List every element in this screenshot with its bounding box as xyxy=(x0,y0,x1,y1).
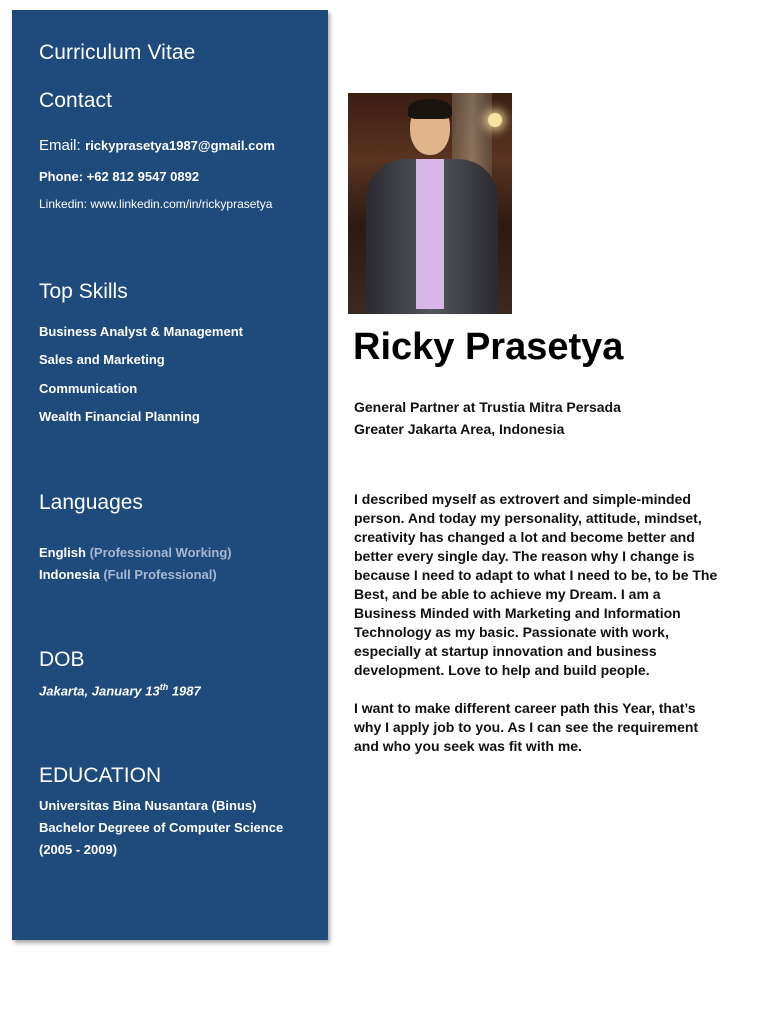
language-item xyxy=(39,545,232,560)
skill-item: Sales and Marketing xyxy=(39,352,165,367)
dob-prefix: Jakarta, January 13 xyxy=(39,683,160,699)
languages-heading: Languages xyxy=(39,491,143,514)
summary-paragraph: I described myself as extrovert and simple-minded person. And today my personality, attitude, mindset, creativity has changed a lot and become better and better every single day. The reason why I change is because I need to adapt to what I need to be, to be The Best, and be able to achieve my Dream. I am a Business Minded with Marketing and Information Technology as my basic. Passionate with work, especially at startup innovation and business development. Love to help and build people. xyxy=(354,491,718,678)
dob-suffix: th xyxy=(159,682,169,692)
education-line: Universitas Bina Nusantara (Binus) xyxy=(39,798,257,813)
candidate-name: Ricky Prasetya xyxy=(353,326,624,368)
sidebar xyxy=(12,10,328,940)
language-item xyxy=(39,567,217,582)
dob-heading: DOB xyxy=(39,648,85,671)
language-level: (Professional Working) xyxy=(89,545,232,560)
skill-item: Business Analyst & Management xyxy=(39,324,243,339)
skills-heading: Top Skills xyxy=(39,280,128,303)
dob-value xyxy=(39,682,201,698)
language-level: (Full Professional) xyxy=(103,567,217,582)
linkedin-line[interactable]: Linkedin: www.linkedin.com/in/rickyprasetya xyxy=(39,197,273,211)
education-heading: EDUCATION xyxy=(39,764,162,787)
skill-item: Communication xyxy=(39,381,138,396)
skill-item: Wealth Financial Planning xyxy=(39,409,200,424)
education-line: (2005 - 2009) xyxy=(39,842,118,857)
position-title: General Partner at Trustia Mitra Persada xyxy=(354,399,621,415)
email-line xyxy=(39,137,275,155)
language-name: English xyxy=(39,545,86,560)
contact-heading: Contact xyxy=(39,89,113,112)
phone-line: Phone: +62 812 9547 0892 xyxy=(39,169,200,184)
cv-title: Curriculum Vitae xyxy=(39,41,196,64)
motivation-paragraph: I want to make different career path this Year, that’s why I apply job to you. As I can see the requirement and who you seek was fit with me. xyxy=(354,700,699,754)
email-value[interactable]: rickyprasetya1987@gmail.com xyxy=(85,138,275,153)
language-name: Indonesia xyxy=(39,567,100,582)
profile-photo xyxy=(348,93,512,314)
education-line: Bachelor Degreee of Computer Science xyxy=(39,820,284,835)
dob-year: 1987 xyxy=(168,683,201,699)
location: Greater Jakarta Area, Indonesia xyxy=(354,421,565,437)
email-label: Email: xyxy=(39,137,81,154)
